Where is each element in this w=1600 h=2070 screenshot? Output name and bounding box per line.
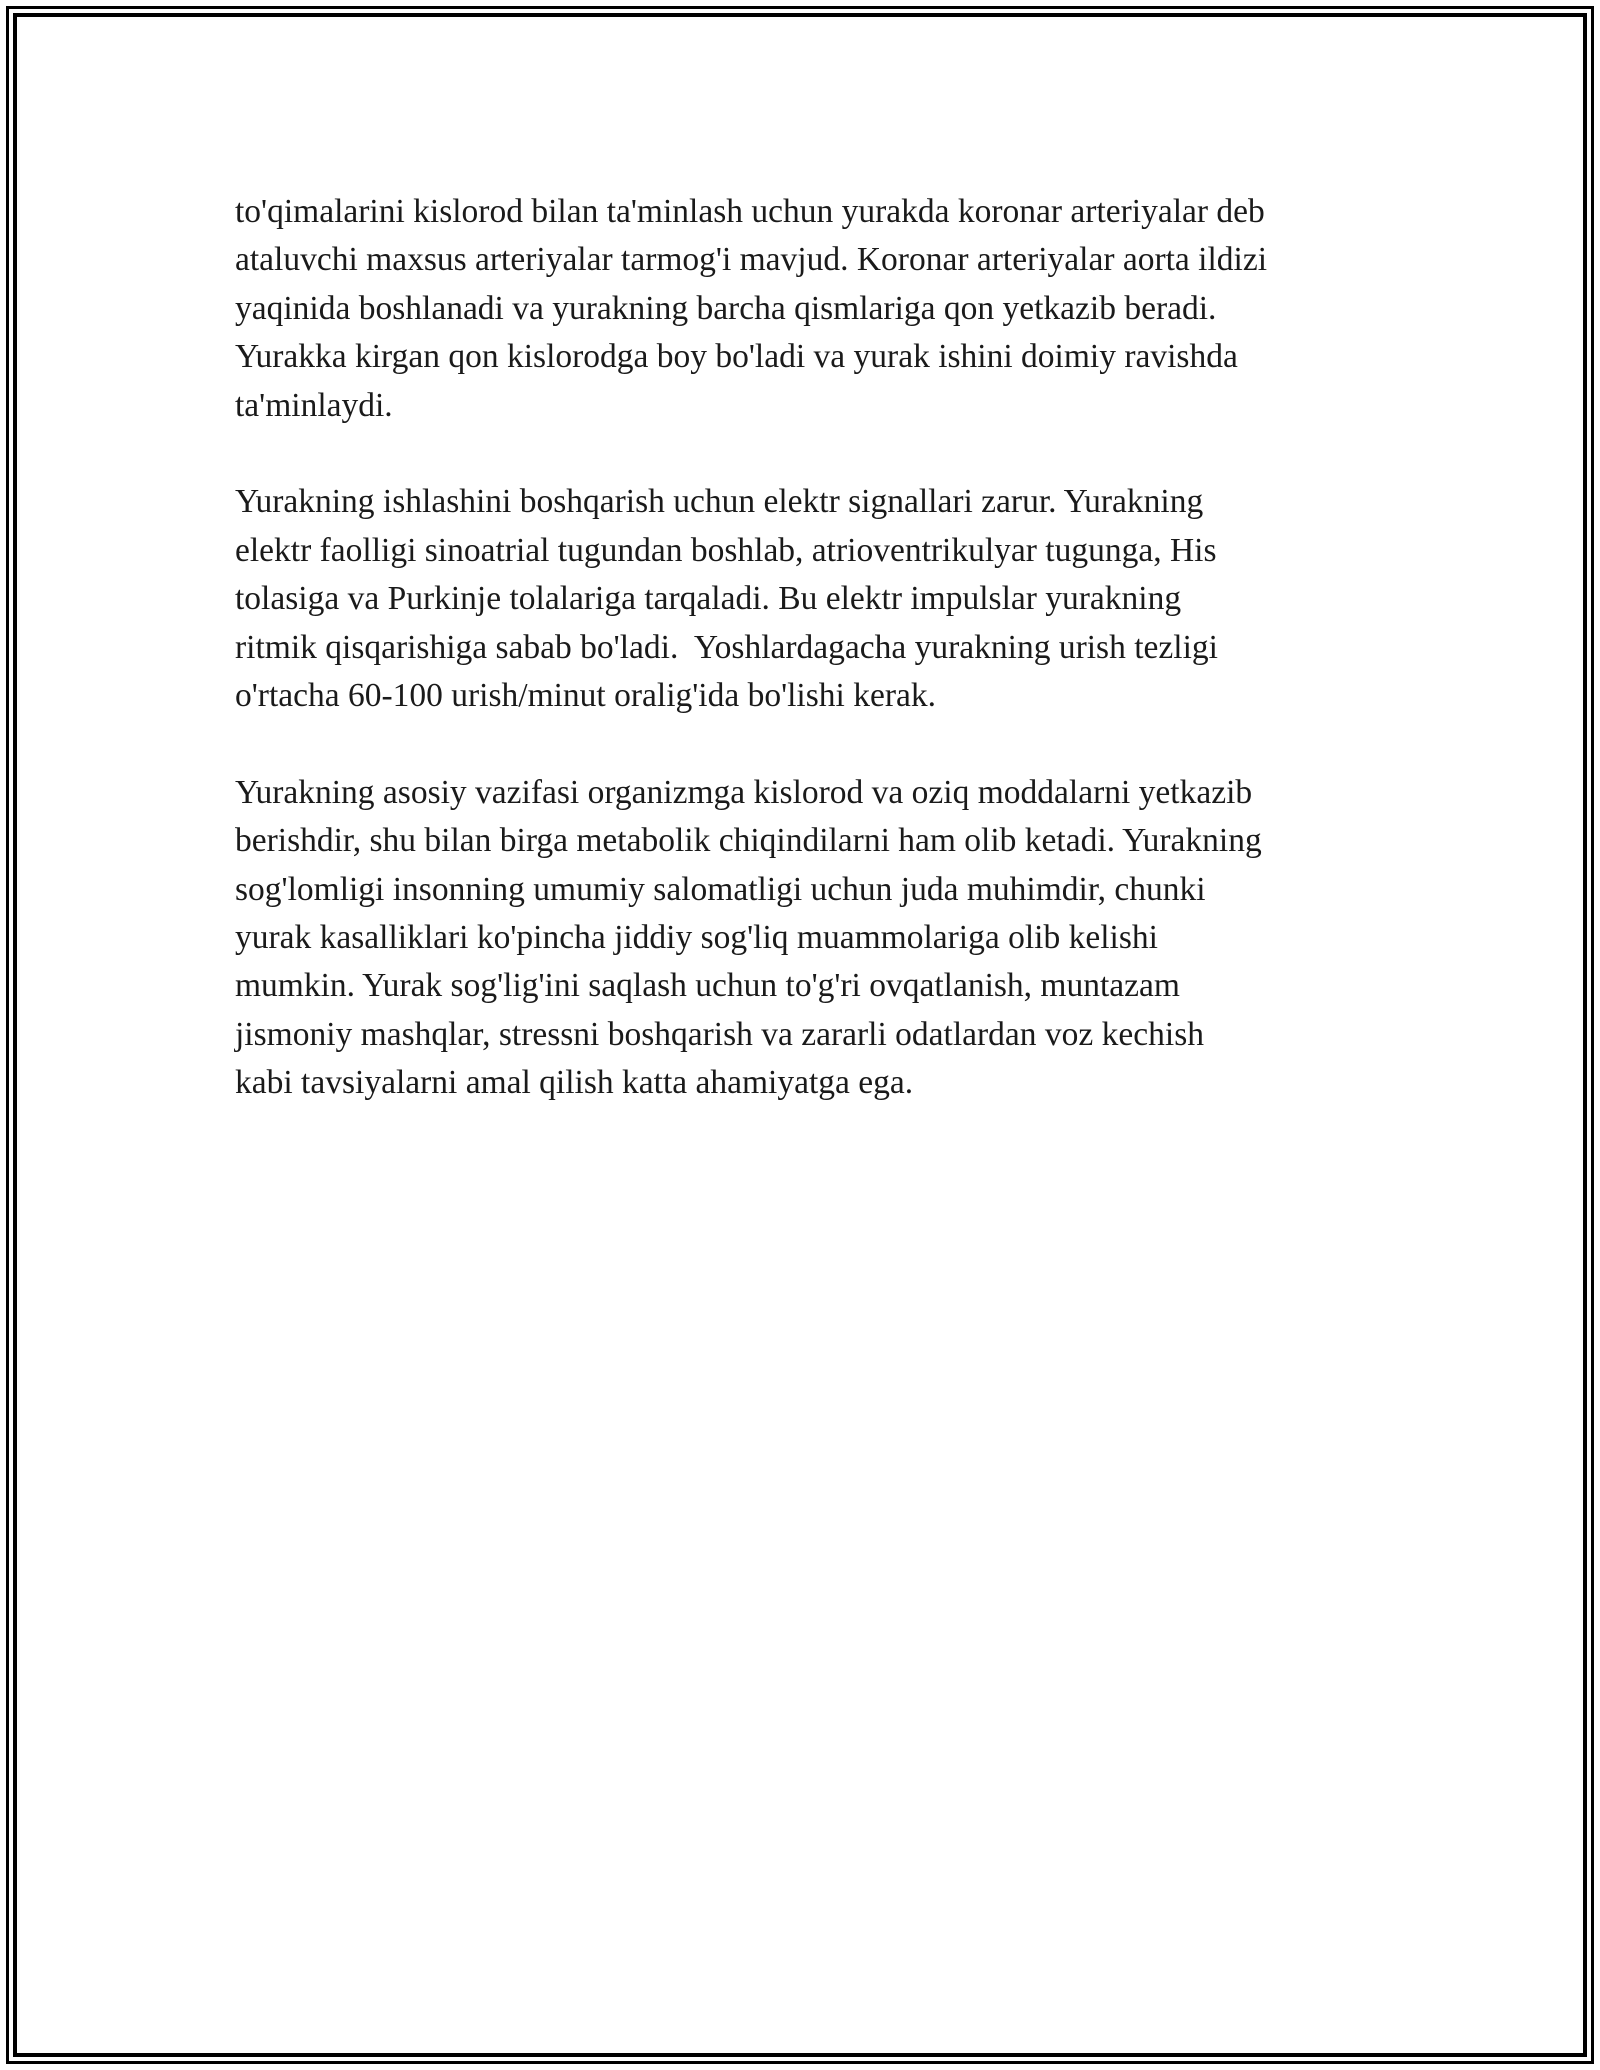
line: o'rtacha 60-100 urish/minut oralig'ida bo'lishi kerak.: [235, 677, 936, 715]
paragraph-coronary-arteries: [235, 188, 1395, 430]
line: Yurakning asosiy vazifasi organizmga kislorod va oziq moddalarni yetkazib: [235, 773, 1253, 811]
paragraph-electrical-signals: [235, 478, 1395, 720]
line: tolasiga va Purkinje tolalariga tarqaladi. Bu elektr impulslar yurakning: [235, 580, 1182, 618]
line: ataluvchi maxsus arteriyalar tarmog'i mavjud. Koronar arteriyalar aorta ildizi: [235, 241, 1268, 279]
line: berishdir, shu bilan birga metabolik chiqindilarni ham olib ketadi. Yurakning: [235, 822, 1262, 860]
line: ta'minlaydi.: [235, 386, 393, 424]
line: sog'lomligi insonning umumiy salomatligi uchun juda muhimdir, chunki: [235, 870, 1206, 908]
line: elektr faolligi sinoatrial tugundan boshlab, atrioventrikulyar tugunga, His: [235, 531, 1217, 569]
line: yaqinida boshlanadi va yurakning barcha qismlariga qon yetkazib beradi.: [235, 289, 1217, 327]
line: jismoniy mashqlar, stressni boshqarish va zararli odatlardan voz kechish: [235, 1015, 1204, 1053]
document-body: [235, 188, 1395, 1156]
line: Yurakka kirgan qon kislorodga boy bo'ladi va yurak ishini doimiy ravishda: [235, 338, 1238, 376]
line: mumkin. Yurak sog'lig'ini saqlash uchun to'g'ri ovqatlanish, muntazam: [235, 967, 1180, 1005]
line: to'qimalarini kislorod bilan ta'minlash uchun yurakda koronar arteriyalar deb: [235, 193, 1265, 230]
paragraph-heart-function: [235, 769, 1395, 1108]
line: ritmik qisqarishiga sabab bo'ladi. Yoshlardagacha yurakning urish tezligi: [235, 628, 1218, 666]
line: Yurakning ishlashini boshqarish uchun elektr signallari zarur. Yurakning: [235, 483, 1204, 521]
line: kabi tavsiyalarni amal qilish katta ahamiyatga ega.: [235, 1064, 914, 1102]
line: yurak kasalliklari ko'pincha jiddiy sog'liq muammolariga olib kelishi: [235, 919, 1158, 957]
